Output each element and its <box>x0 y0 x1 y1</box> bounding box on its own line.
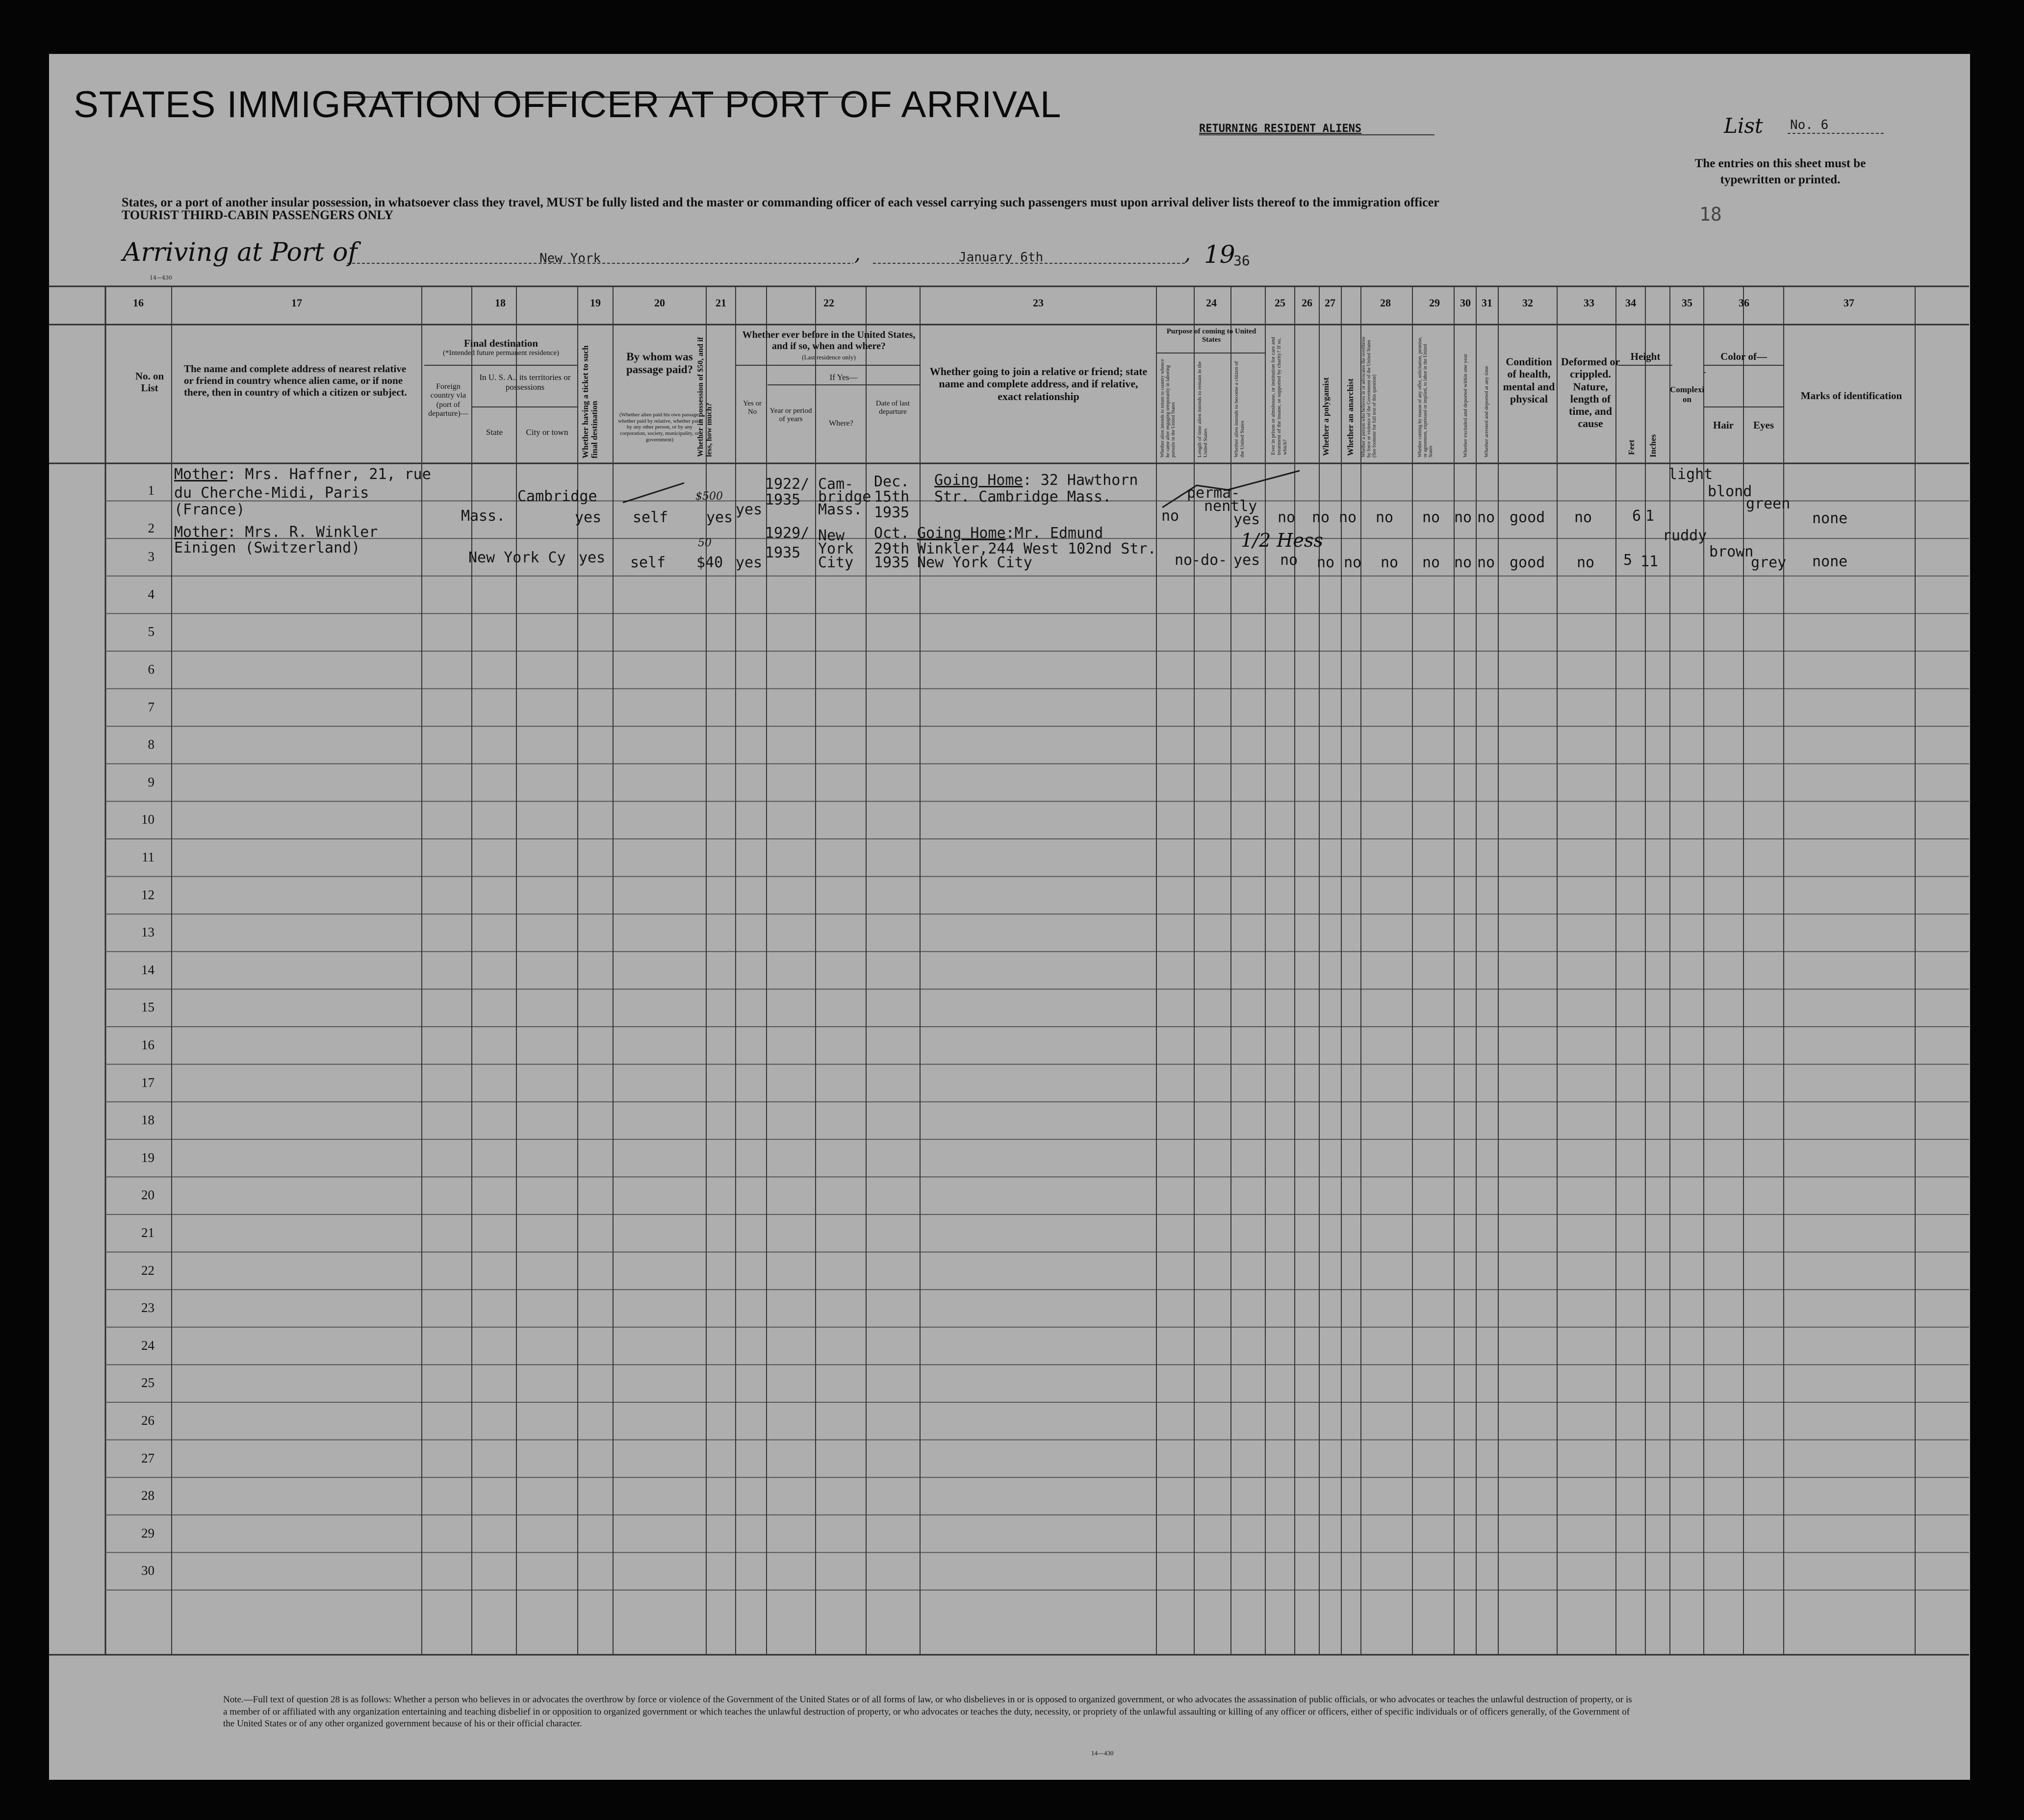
health: good <box>1510 554 1545 571</box>
row-number: 25 <box>141 1375 154 1390</box>
where: York <box>818 540 854 557</box>
header-by-whom: By whom was passage paid? <box>626 351 693 376</box>
row-number: 30 <box>141 1563 154 1578</box>
deformed: no <box>1577 554 1595 571</box>
purpose-length: nently <box>1204 498 1257 515</box>
description-text: States, or a port of another insular possession, in whatsoever class they travel, MUST be fully listed and the master or commanding officer of each vessel carrying such passengers must upon arrival deliver lists thereof to the immigration officer <box>122 195 1439 209</box>
destination-city: Cambridge <box>517 488 597 505</box>
years: 1929/ <box>765 525 810 542</box>
hair: brown <box>1709 543 1754 560</box>
anarchist: no <box>1344 554 1362 571</box>
header-city: City or town <box>526 428 568 437</box>
column-number: 17 <box>291 297 302 309</box>
column-number: 24 <box>1206 297 1217 309</box>
anarchist: no <box>1339 509 1357 526</box>
prison: no <box>1278 509 1296 526</box>
header-year-period: Year or period of years <box>769 407 812 424</box>
row-number: 14 <box>141 962 154 977</box>
where: City <box>818 554 854 571</box>
passage-paid-by: self <box>633 509 668 526</box>
row-number: 10 <box>141 812 154 827</box>
header-marks: Marks of identification <box>1800 390 1902 402</box>
column-number: 26 <box>1302 297 1312 309</box>
row-number: 11 <box>142 850 154 864</box>
prison: no <box>1280 552 1298 569</box>
list-number: No. 6 <box>1790 118 1829 132</box>
excluded: no <box>1454 554 1472 571</box>
deformed: no <box>1574 509 1592 526</box>
departure-date: 1935 <box>874 554 910 571</box>
header-where: Where? <box>829 419 853 428</box>
arriving-label: Arriving at Port of <box>123 238 358 267</box>
health: good <box>1510 509 1545 526</box>
complexion: ruddy <box>1663 527 1707 544</box>
row-number: 19 <box>141 1150 154 1165</box>
where: Cam- <box>818 476 854 493</box>
eyes: grey <box>1751 554 1787 571</box>
year-prefix: 19 <box>1204 240 1235 269</box>
where: bridge <box>818 488 871 506</box>
row-number: 24 <box>141 1338 154 1353</box>
header-deformed: Deformed or crippled. Nature, length of time, and cause <box>1561 355 1620 430</box>
departure-date: Oct. <box>874 525 910 542</box>
departure-date: Dec. <box>874 473 910 490</box>
row-number: 8 <box>148 737 154 752</box>
header-prison: Ever in prison or almshouse, or institution for care and treatment of the insane, or supported by charity? If so, which? <box>1270 337 1288 455</box>
header-final-destination: Final destination <box>463 337 538 349</box>
header-date-departure: Date of last departure <box>875 400 910 416</box>
height-inches: 1 <box>1645 507 1655 525</box>
header-color-of: Color of— <box>1720 351 1767 362</box>
row-number: 28 <box>141 1488 154 1503</box>
header-anarchist: Whether an anarchist <box>1346 378 1355 456</box>
column-number: 21 <box>716 297 726 309</box>
departure-date: 1935 <box>874 504 910 521</box>
header-state: State <box>486 428 503 437</box>
column-number: 37 <box>1844 297 1854 309</box>
purpose-length: -do- <box>1192 552 1228 569</box>
comma-2: , <box>1184 243 1191 265</box>
column-number: 27 <box>1325 297 1335 309</box>
form-code: 14—430 <box>150 275 172 281</box>
sheet-instructions: The entries on this sheet must be typewritten or printed. <box>1694 157 1866 186</box>
list-label: List <box>1724 114 1763 138</box>
row-number: 12 <box>141 887 154 902</box>
column-number: 30 <box>1460 297 1471 309</box>
joining-label: Going Home <box>934 472 1023 489</box>
column-number: 20 <box>654 297 665 309</box>
departure-date: 29th <box>874 540 910 557</box>
years: 1935 <box>765 544 801 561</box>
row-number: 17 <box>141 1075 154 1090</box>
row-number: 18 <box>141 1112 154 1128</box>
column-number: 16 <box>133 297 144 309</box>
passage-paid-by: self <box>630 554 666 571</box>
header-health: Condition of health, mental and physical <box>1503 355 1555 405</box>
header-ever-before: Whether ever before in the United States, and if so, when and where? <box>742 329 916 352</box>
column-number: 31 <box>1482 297 1492 309</box>
header-possession: Whether in possession of $50, and if less, how much? <box>696 337 714 457</box>
ticket: yes <box>575 509 602 526</box>
eyes: green <box>1746 495 1791 512</box>
height-feet: 6 <box>1632 507 1641 525</box>
polygamist: no <box>1312 509 1330 526</box>
ever-before: yes <box>736 554 763 571</box>
years: 1935 <box>765 491 801 508</box>
column-number: 18 <box>495 297 506 309</box>
overthrow: no <box>1376 509 1394 526</box>
possession: yes <box>706 509 733 526</box>
marks: none <box>1812 553 1848 570</box>
relative-address: du Cherche-Midi, Paris <box>174 484 369 502</box>
row-number: 6 <box>148 662 154 677</box>
relative-address: Einigen (Switzerland) <box>174 539 360 556</box>
header-purpose: Purpose of coming to United States <box>1166 328 1256 344</box>
footer-code: 14—430 <box>1091 1749 1114 1757</box>
header-eyes: Eyes <box>1753 419 1774 431</box>
joining-address-2: Winkler,244 West 102nd Str. <box>917 540 1156 557</box>
row-number: 7 <box>148 699 154 714</box>
column-number: 23 <box>1033 297 1044 309</box>
row-number: 5 <box>148 624 154 639</box>
row-number: 4 <box>148 586 154 602</box>
row-number: 13 <box>141 925 154 940</box>
header-final-destination-note: (*Intended future permanent residence) <box>443 349 559 357</box>
header-hair: Hair <box>1713 419 1734 431</box>
header-by-whom-note: (Whether alien paid his own passage, whether paid by relative, whether paid by any other person, or by any corporation, society, municipality, or government) <box>618 412 701 443</box>
header-relative: The name and complete address of nearest relative or friend in country whence alien came, or if none there, then in country of which a citizen or subject. <box>184 363 407 399</box>
header-yes-no: Yes or No <box>743 400 762 416</box>
comma-1: , <box>854 243 861 265</box>
purpose-citizen: yes <box>1233 552 1260 569</box>
status-stamp: RETURNING RESIDENT ALIENS <box>1199 123 1362 135</box>
relative-name <box>174 524 378 541</box>
header-excluded: Whether excluded and deported within one year <box>1462 354 1468 457</box>
header-purpose-length: Length of time alien intends to remain in the United States <box>1197 361 1209 457</box>
year-suffix: 36 <box>1233 253 1250 269</box>
header-foreign-country: Foreign country via (port of departure)— <box>428 382 468 418</box>
port-value: New York <box>539 251 601 266</box>
ever-before: yes <box>736 501 763 518</box>
hair: blond <box>1708 483 1752 500</box>
row-number: 1 <box>148 483 154 498</box>
relative-text: : Mrs. R. Winkler <box>227 524 378 541</box>
row-number: 22 <box>141 1263 154 1278</box>
years: 1922/ <box>765 476 810 493</box>
header-purpose-citizen: Whether alien intends to become a citizen of the United States <box>1233 361 1246 457</box>
relative-name <box>174 466 431 483</box>
column-number: 33 <box>1584 297 1594 309</box>
possession-amount: 50 <box>698 537 712 549</box>
excluded: no <box>1454 509 1472 526</box>
column-number: 28 <box>1380 297 1391 309</box>
column-number: 35 <box>1682 297 1692 309</box>
row-number: 23 <box>141 1300 154 1315</box>
where: New <box>818 527 845 544</box>
handwritten-annotation: 1/2 Hess <box>1241 530 1323 551</box>
header-joining: Whether going to join a relative or friend; state name and complete address, and if relative, exact relationship <box>929 365 1148 403</box>
column-number: 36 <box>1739 297 1749 309</box>
departure-date: 15th <box>874 488 910 506</box>
header-purpose-return: Whether alien intends to return to country whence he came after engaging temporarily in laboring pursuits in the United States <box>1160 359 1176 457</box>
row-number: 20 <box>141 1188 154 1203</box>
header-feet: Feet <box>1627 439 1636 455</box>
relationship-label: Mother <box>174 524 228 541</box>
possession-amount: $500 <box>695 490 723 503</box>
header-overthrow: Whether a person who believes in or advocates the overthrow by force or violence of the Government of the United States (See footnote for full text of this question) <box>1361 336 1377 457</box>
where: Mass. <box>818 501 863 518</box>
purpose-return: no <box>1161 507 1179 525</box>
labor-offer: no <box>1422 554 1440 571</box>
purpose-length: perma- <box>1187 484 1240 502</box>
arrested: no <box>1477 554 1495 571</box>
polygamist: no <box>1317 554 1335 571</box>
joining-label: Going Home <box>917 525 1006 542</box>
header-ticket: Whether having a ticket to such final destination <box>581 345 599 458</box>
row-number: 16 <box>141 1037 154 1052</box>
column-number: 25 <box>1275 297 1285 309</box>
header-height: Height <box>1630 351 1661 362</box>
relative-text: : Mrs. Haffner, 21, rue <box>227 466 431 483</box>
joining-text <box>917 525 1103 542</box>
destination-state: Mass. <box>461 507 506 525</box>
relative-country: (France) <box>174 501 245 518</box>
date-value: January 6th <box>959 250 1044 265</box>
header-labor-offer: Whether coming by reason of any offer, solicitation, promise, or agreement, expressed or implied, to labor in the United States <box>1417 336 1434 457</box>
header-polygamist: Whether a polygamist <box>1321 377 1331 456</box>
column-number: 34 <box>1625 297 1636 309</box>
row-number: 26 <box>141 1413 154 1428</box>
joining-address: :Mr. Edmund <box>1005 525 1103 542</box>
row-number: 2 <box>148 520 154 535</box>
height-feet: 5 <box>1623 552 1633 569</box>
column-number: 22 <box>823 297 834 309</box>
joining-address: : 32 Hawthorn <box>1023 472 1138 489</box>
joining-text <box>934 472 1138 489</box>
marks: none <box>1812 510 1848 527</box>
labor-offer: no <box>1422 509 1440 526</box>
header-in-usa: In U. S. A., its territories or possessions <box>479 373 571 392</box>
header-inches: Inches <box>1648 434 1658 457</box>
class-line: TOURIST THIRD-CABIN PASSENGERS ONLY <box>122 208 394 222</box>
destination-city: New York Cy <box>468 549 566 566</box>
row-number: 15 <box>141 1000 154 1015</box>
sheet-number: 18 <box>1699 203 1722 225</box>
purpose-return: no <box>1175 552 1193 569</box>
page-title: STATES IMMIGRATION OFFICER AT PORT OF ARRIVAL <box>74 84 1062 126</box>
column-number: 19 <box>590 297 601 309</box>
column-number: 32 <box>1522 297 1533 309</box>
header-if-yes: If Yes— <box>829 373 858 382</box>
arrested: no <box>1477 509 1495 526</box>
row-number: 21 <box>141 1225 154 1240</box>
possession: $40 <box>696 554 723 571</box>
row-number: 3 <box>148 549 154 564</box>
header-ever-before-note: (Last residence only) <box>802 354 856 361</box>
joining-address-2: Str. Cambridge Mass. <box>934 488 1112 506</box>
row-number: 27 <box>141 1450 154 1466</box>
ticket: yes <box>579 549 606 566</box>
header-no-on-list: No. on List <box>135 370 164 394</box>
footnote: Note.—Full text of question 28 is as follows: Whether a person who believes in or advocates the overthrow by force or violence of the Government of the United States or of all forms of law, or who disbelieves in or is opposed to organized government, or who advocates the assassination of public officials, or who advocates or teaches the unlawful destruction of property, or is a member of or affiliated with any organization entertaining and teaching disbelief in or opposition to organized government or which teaches the unlawful destruction of property, or who advocates or teaches the duty, necessity, or propriety of the unlawful assaulting or killing of any officer or officers, either of specific individuals or of officers generally, of the Government of the United States or of any other organized government because of his or their official character. <box>223 1694 1632 1729</box>
header-complexion: Complexion <box>1670 385 1704 404</box>
row-number: 29 <box>141 1525 154 1541</box>
joining-address-3: New York City <box>917 554 1032 571</box>
column-number: 29 <box>1429 297 1440 309</box>
row-number: 9 <box>148 774 154 789</box>
purpose-citizen: yes <box>1233 511 1260 528</box>
relationship-label: Mother <box>174 466 228 483</box>
complexion: light <box>1668 466 1713 483</box>
header-arrested: Whether arrested and deported at any time <box>1484 366 1489 457</box>
height-inches: 11 <box>1640 553 1659 570</box>
overthrow: no <box>1381 554 1399 571</box>
